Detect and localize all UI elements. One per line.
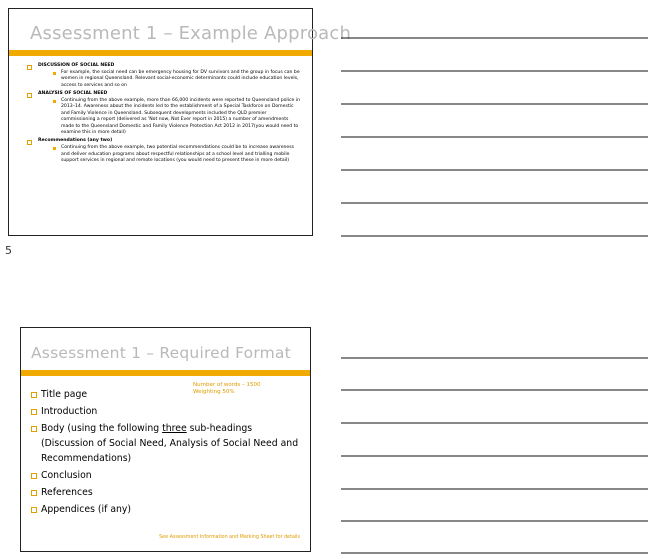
section-heading [23, 91, 300, 97]
section-heading-text: ANALYSIS OF SOCIAL NEED [38, 91, 108, 97]
format-list [31, 387, 300, 520]
square-bullet-icon [31, 473, 37, 479]
bullet-icon [53, 72, 56, 75]
list-item-text: Introduction [41, 406, 98, 418]
list-item [31, 421, 300, 466]
accent-bar [9, 50, 312, 56]
section-heading [23, 63, 300, 69]
word-count-text: Number of words – 1500 [193, 382, 261, 388]
accent-bar [21, 370, 310, 376]
slide-required-format [20, 327, 311, 552]
bullet-icon [53, 147, 56, 150]
list-item-text: Conclusion [41, 470, 92, 482]
list-item [31, 404, 300, 419]
list-item [31, 468, 300, 483]
underlined-word: three [162, 423, 187, 435]
section-text-content: Continuing from the above example, more than 66,000 incidents were reported to Queensland police in 2013–14. Awareness about the incidents led to the establishment of a Special Taskforce on Domestic and Family Violence in Queensland. Subsequent developments included the QLD premier commissioning a report (delivered as 'Not now, Not Ever report in 2015) a number of amendments made to the Queensland Domestic and Family Violence Protection Act 2012 in 2017(you would need to examine this in more detail) [61, 98, 300, 136]
square-bullet-icon [31, 507, 37, 513]
section-heading-text: DISCUSSION OF SOCIAL NEED [38, 63, 115, 68]
list-item-text: References [41, 487, 93, 499]
square-bullet-icon [31, 392, 37, 398]
list-item [31, 502, 300, 517]
footnote: See Assessment Information and Marking Sheet for details [159, 535, 300, 540]
weighting-text: Weighting 50% [193, 389, 235, 395]
section-text [23, 98, 300, 136]
slide-example-approach [8, 8, 352, 236]
section-text-content: For example, the social need can be emergency housing for DV survivors and the group in focus can be women in regional Queensland. Relevant social-economic determinants could include education levels, access to services and so on [61, 69, 300, 88]
bullet-icon [53, 100, 56, 103]
list-item [31, 387, 300, 402]
section-text [23, 145, 300, 164]
section-text-content: Continuing from the above example, two potential recommendations could be to increase awareness and deliver education programs about respectful relationships at a school level and trialling mobile support services in regional and remote locations (you would need to present these in more detail) [61, 145, 295, 164]
section-heading [23, 138, 300, 144]
square-bullet-icon [27, 65, 32, 70]
list-item-text: Appendices (if any) [41, 504, 132, 516]
page-number: 5 [5, 244, 12, 257]
square-bullet-icon [27, 140, 32, 145]
slide-body [23, 62, 300, 167]
square-bullet-icon [27, 93, 32, 98]
square-bullet-icon [31, 409, 37, 415]
section-heading-text: Recommendations (any two) [38, 138, 113, 144]
list-item-text: Title page [41, 389, 88, 400]
list-item-text: Body (using the following three sub-headings (Discussion of Social Need, Analysis of Social Need and Recommendations) [41, 423, 299, 465]
slide-title: Assessment 1 – Example Approach [30, 23, 352, 44]
list-item [31, 485, 300, 500]
slide-title: Assessment 1 – Required Format [31, 344, 291, 362]
square-bullet-icon [31, 490, 37, 496]
section-text [23, 70, 300, 89]
square-bullet-icon [31, 426, 37, 432]
